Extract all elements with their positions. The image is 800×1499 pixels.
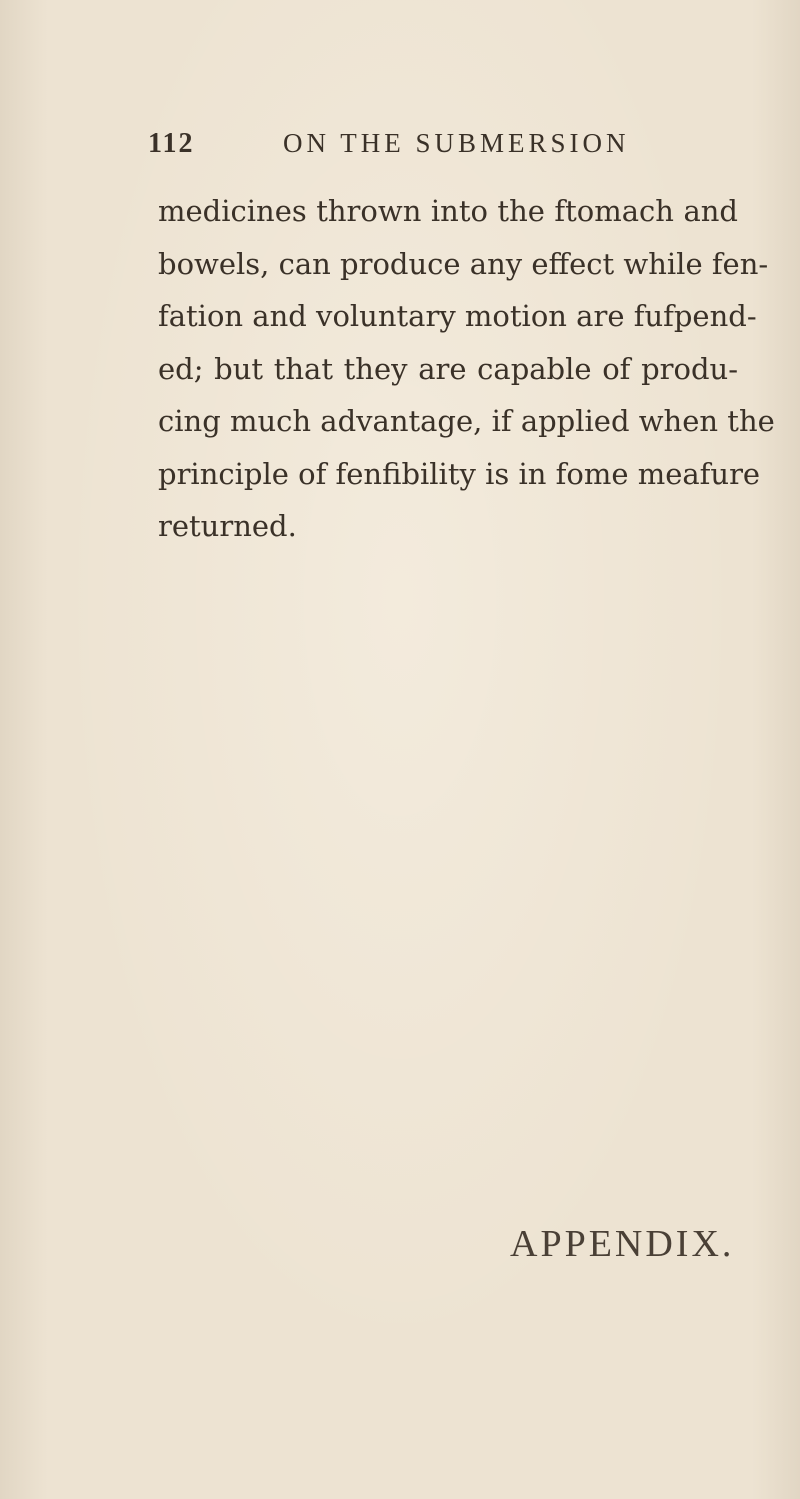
text-line: ed; but that they are capable of produ- bbox=[158, 351, 738, 386]
running-head bbox=[148, 128, 748, 168]
page-number: 112 bbox=[148, 128, 195, 159]
text-line: principle of fenfibility is in fome meafure bbox=[158, 456, 761, 491]
body-paragraph bbox=[158, 185, 775, 553]
text-line: returned. bbox=[158, 509, 297, 543]
text-line: bowels, can produce any effect while fen- bbox=[158, 246, 769, 281]
text-line: fation and voluntary motion are fufpend- bbox=[158, 299, 757, 333]
running-head-title: ON THE SUBMERSION bbox=[283, 128, 630, 158]
appendix-heading: APPENDIX. bbox=[510, 1223, 735, 1265]
text-line: cing much advantage, if applied when the bbox=[158, 404, 775, 438]
text-line: medicines thrown into the ftomach and bbox=[158, 194, 738, 228]
